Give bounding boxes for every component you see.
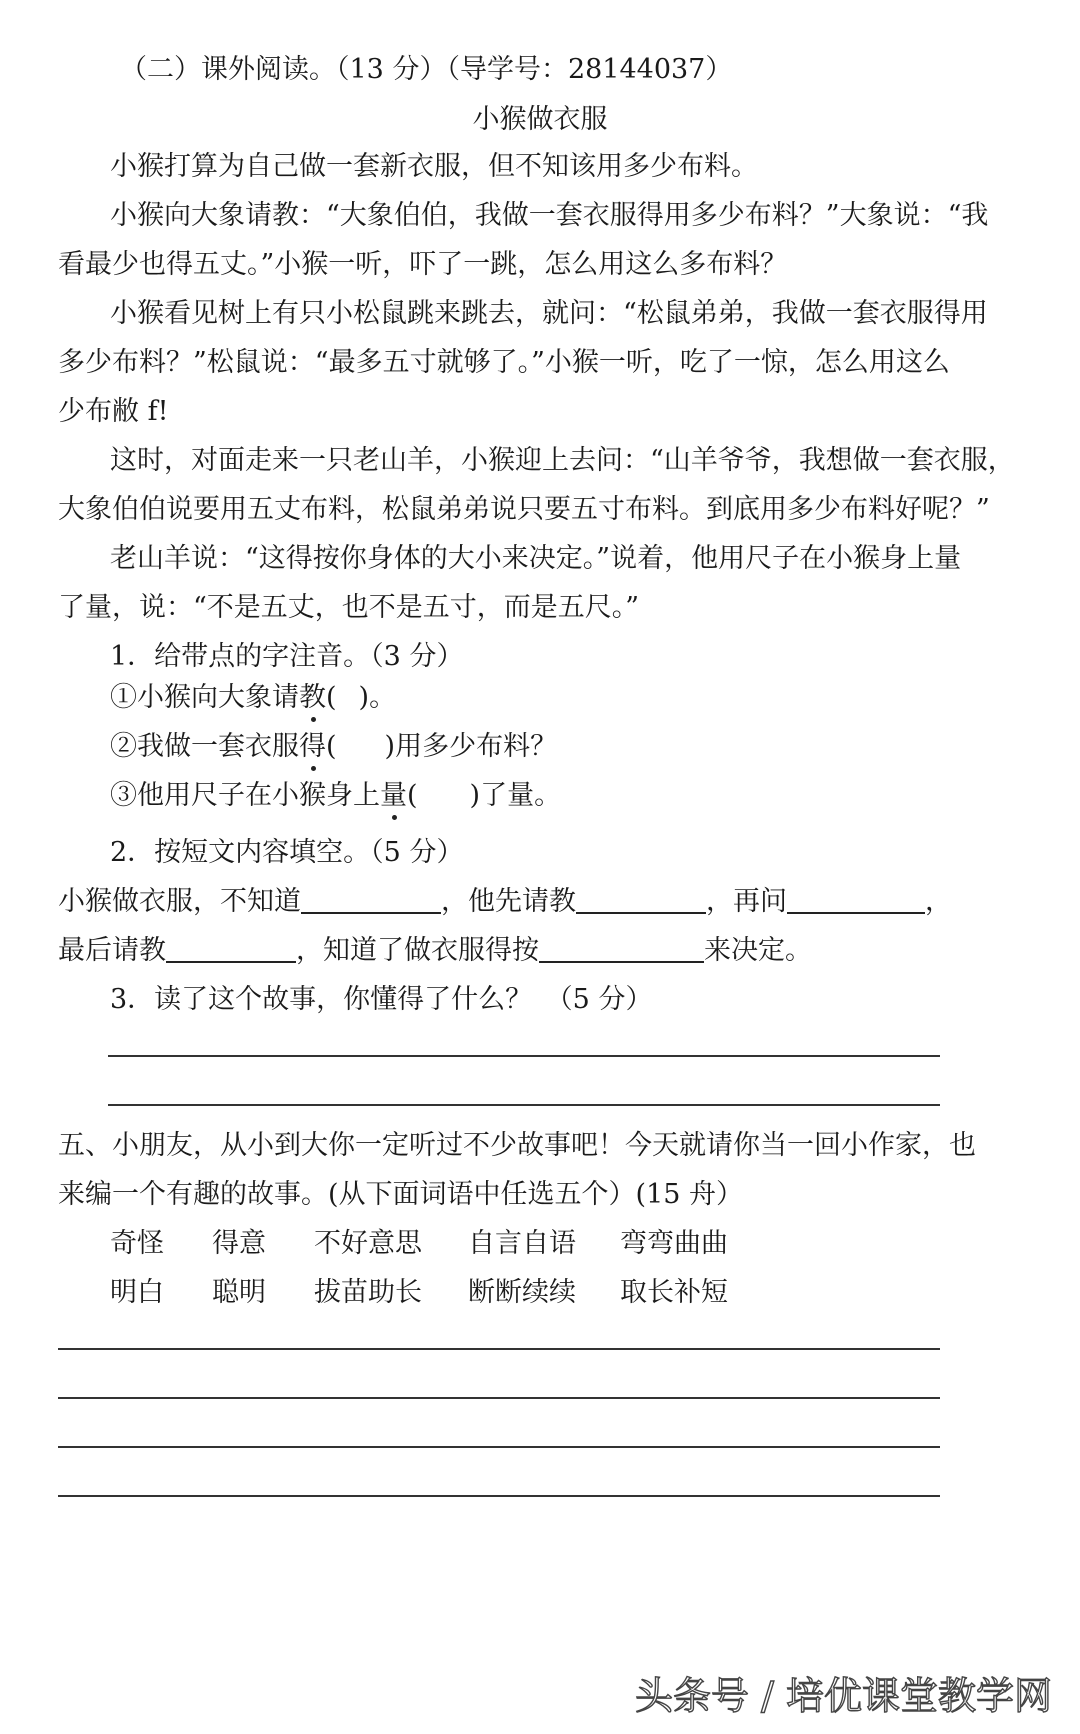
writing-line[interactable] [58, 1446, 940, 1448]
word-option: 自言自语 [468, 1228, 576, 1259]
question-1-item: ③他用尺子在小猴身上量( )了量。 [110, 776, 561, 816]
writing-line[interactable] [58, 1495, 940, 1497]
passage-line: 这时，对面走来一只老山羊，小猴迎上去问：“山羊爷爷，我想做一套衣服， [110, 445, 1015, 476]
passage-line: 老山羊说：“这得按你身体的大小来决定。”说着，他用尺子在小猴身上量 [110, 543, 962, 574]
word-option: 拔苗助长 [314, 1277, 422, 1308]
question-3-prompt: 3．读了这个故事，你懂得了什么？ （5 分） [110, 984, 653, 1015]
answer-paren[interactable]: ( ) [407, 780, 481, 811]
answer-blank[interactable] [539, 933, 704, 963]
dotted-character: 教 [299, 682, 326, 713]
passage-line: 小猴向大象请教：“大象伯伯，我做一套衣服得用多少布料？”大象说：“我 [110, 200, 989, 231]
word-option: 聪明 [212, 1277, 266, 1308]
answer-blank[interactable] [787, 884, 925, 914]
word-option: 不好意思 [314, 1228, 422, 1259]
question-2-line-2: 最后请教 ，知道了做衣服得按 来决定。 [58, 935, 812, 966]
answer-line[interactable] [108, 1104, 940, 1106]
word-option: 断断续续 [468, 1277, 576, 1308]
answer-line[interactable] [108, 1055, 940, 1057]
passage-line: 看最少也得五丈。”小猴一听，吓了一跳，怎么用这么多布料？ [58, 249, 788, 280]
writing-line[interactable] [58, 1397, 940, 1399]
answer-paren[interactable]: ( ) [326, 682, 370, 713]
word-option: 取长补短 [620, 1277, 728, 1308]
answer-blank[interactable] [576, 884, 706, 914]
question-1-item: ②我做一套衣服得( )用多少布料？ [110, 727, 557, 767]
passage-line: 多少布料？”松鼠说：“最多五寸就够了。”小猴一听，吃了一惊，怎么用这么 [58, 347, 950, 378]
section-5-prompt: 来编一个有趣的故事。(从下面词语中任选五个）(15 舟） [58, 1179, 744, 1210]
answer-blank[interactable] [301, 884, 441, 914]
passage-line: 大象伯伯说要用五丈布料，松鼠弟弟说只要五寸布料。到底用多少布料好呢？” [58, 494, 990, 525]
word-option: 明白 [110, 1277, 164, 1308]
question-2-prompt: 2．按短文内容填空。（5 分） [110, 837, 464, 868]
section-header: （二）课外阅读。（13 分）（导学号：28144037） [120, 54, 733, 85]
dotted-character: 量 [380, 780, 407, 811]
passage-line: 少布敝 f! [58, 396, 169, 427]
word-option: 奇怪 [110, 1228, 164, 1259]
answer-paren[interactable]: ( ) [326, 731, 396, 762]
writing-line[interactable] [58, 1348, 940, 1350]
watermark-text: 头条号 / 培优课堂教学网 [635, 1674, 1052, 1718]
word-option: 得意 [212, 1228, 266, 1259]
story-title: 小猴做衣服 [472, 104, 608, 135]
passage-line: 了量，说：“不是五丈，也不是五寸，而是五尺。” [58, 592, 640, 623]
word-option: 弯弯曲曲 [620, 1228, 728, 1259]
answer-blank[interactable] [166, 933, 296, 963]
section-5-prompt: 五、小朋友，从小到大你一定听过不少故事吧！今天就请你当一回小作家，也 [58, 1130, 976, 1161]
question-1-prompt: 1．给带点的字注音。（3 分） [110, 641, 464, 672]
passage-line: 小猴看见树上有只小松鼠跳来跳去，就问：“松鼠弟弟，我做一套衣服得用 [110, 298, 988, 329]
dotted-character: 得 [299, 731, 326, 762]
question-2-line-1: 小猴做衣服，不知道 ，他先请教 ，再问 ， [58, 886, 952, 917]
question-1-item: ①小猴向大象请教( )。 [110, 678, 396, 718]
passage-line: 小猴打算为自己做一套新衣服，但不知该用多少布料。 [110, 151, 758, 182]
